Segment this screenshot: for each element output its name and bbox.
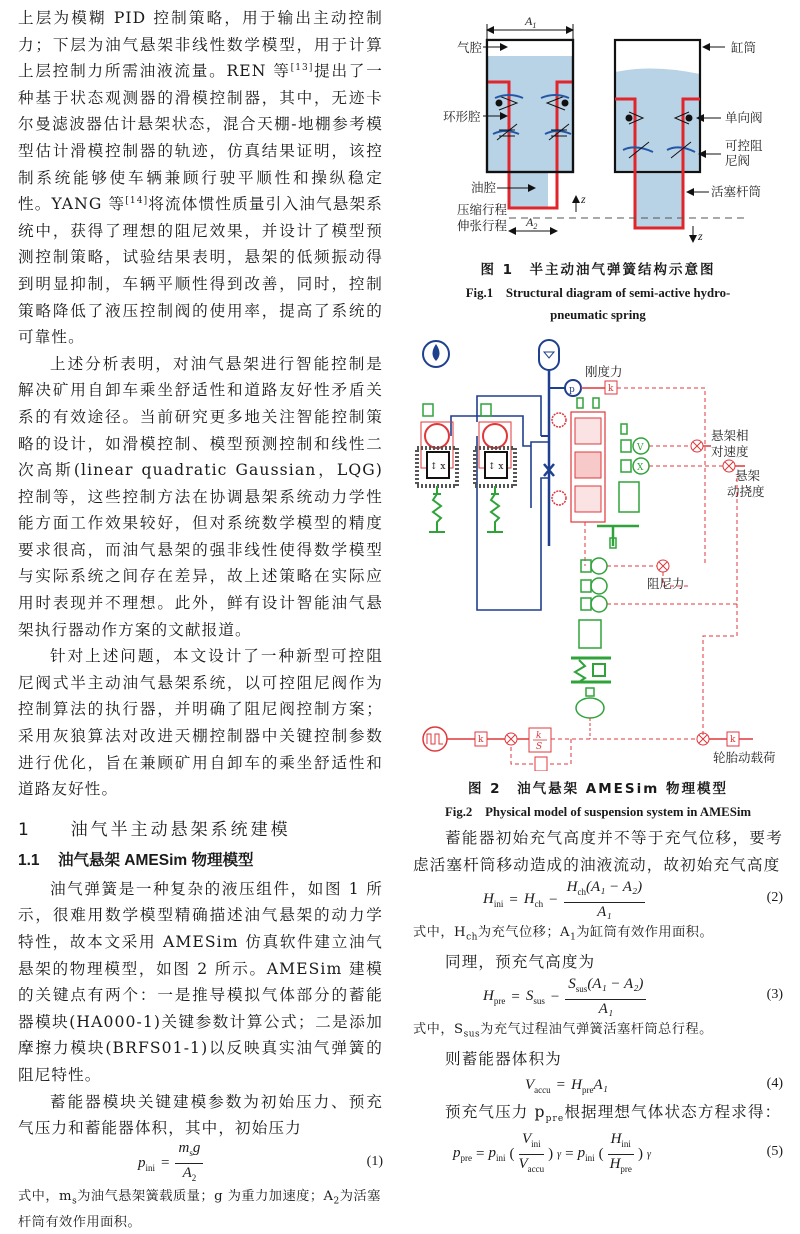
- mass-block: [579, 620, 601, 648]
- label-relative-velocity: 对速度: [711, 444, 749, 459]
- paragraph-accumulator: 蓄能器模块关键建模参数为初始压力、预充气压力和蓄能器体积，其中，初始压力: [18, 1092, 383, 1138]
- tire-model-icon: [576, 698, 604, 718]
- velocity-sensor-icon: [621, 438, 649, 454]
- citation-ref[interactable]: [14]: [125, 195, 149, 206]
- label-oil-chamber: 油腔: [471, 180, 497, 195]
- section-title: 油气半主动悬架系统建模: [70, 819, 291, 840]
- text: 将流体惯性质量引入油气悬架系统中，获得了理想的阻尼效果，并设计了模型预测控制策略，试验结果表明，悬架的低频振动得到明显抑制，车辆平顺性得到改善，同时，控制策略降低了液压控制阀的使用率，提高了系统的可靠性。: [18, 195, 384, 347]
- equation-note-2: 式中，$H_{ch}$为充气位移；$A_1$为缸筒有效作用面积。: [413, 925, 714, 943]
- svg-text:X: X: [637, 463, 644, 473]
- section-heading-1-1: [18, 848, 383, 874]
- summing-junction-icon: [723, 460, 735, 472]
- summing-junction-icon: [691, 440, 703, 452]
- right-column: [413, 0, 783, 1176]
- hydraulic-cylinder-unit-2: [475, 404, 515, 532]
- label-a2: $A_2$: [526, 215, 538, 231]
- equation-number: (3): [766, 987, 783, 1003]
- paragraph-contribution: 针对上述问题，本文设计了一种新型可控阻尼阀式半主动油气悬架系统，以可控阻尼阀作为控制算法的执行器，并明确了阻尼阀控制方案；采用灰狼算法对改进天棚控制器中关键控制参数进行优化，旨在兼顾矿用自卸车的乘坐舒适性和道路友好性。: [18, 647, 383, 799]
- equation-number: (2): [766, 890, 783, 906]
- displacement-sensor-icon: [581, 596, 607, 612]
- label-compression-stroke: 压缩行程: [457, 202, 508, 217]
- label-deflection: 悬架: [735, 468, 761, 483]
- section-heading-1: [18, 815, 383, 840]
- road-input-signal-icon: [423, 727, 447, 751]
- equation-number: (1): [366, 1153, 383, 1169]
- spring-damper-icon: [571, 658, 611, 682]
- equation-1: $p_{ini}$ = $\frac{m_sg}{A_2}$ (1): [18, 1142, 383, 1186]
- label-annular-chamber: 环形腔: [443, 109, 481, 124]
- text: 上层为模糊 PID 控制策略，用于输出主动控制力；下层为油气悬架非线性数学模型，用于计算上层控制力所需油液流量。REN 等: [18, 9, 383, 81]
- label-damping-valve: 可控阻: [725, 138, 763, 153]
- figure-1-caption-en: Fig.1 Structural diagram of semi-active hydro-: [465, 286, 731, 300]
- paragraph-precharge-height: 同理，预充气高度为: [445, 952, 596, 971]
- displacement-sensor-icon: [621, 458, 649, 474]
- paragraph-accumulator-volume: 则蓄能器体积为: [445, 1050, 562, 1069]
- paragraph-initial-height: 蓄能器初始充气高度并不等于充气位移，要考虑活塞杆筒移动造成的油液流动，故初始充气高度: [413, 829, 783, 874]
- equation-number: (5): [766, 1144, 783, 1160]
- figure-2-diagram: [413, 336, 783, 771]
- citation-ref[interactable]: [13]: [290, 63, 314, 73]
- velocity-sensor-icon: [581, 578, 607, 594]
- label-deflection: 动挠度: [727, 484, 765, 499]
- hydraulic-library-icon: [423, 341, 449, 367]
- label-gas-chamber: 气腔: [457, 40, 483, 55]
- label-check-valve: 单向阀: [725, 110, 763, 125]
- label-piston-rod: 活塞杆筒: [711, 184, 762, 199]
- orifice-valve-icon: [552, 413, 566, 427]
- gain-block: [535, 757, 547, 771]
- label-tire-dynamic-load: 轮胎动载荷: [713, 750, 776, 765]
- paragraph-related-work-1: [18, 5, 383, 351]
- svg-text:↕ x: ↕ x: [488, 462, 504, 472]
- figure-1-diagram: [413, 0, 783, 250]
- section-number: 1: [18, 819, 32, 840]
- equation-note-1: 式中，$m_s$为油气悬架簧载质量；g 为重力加速度；$A_2$为活塞杆筒有效作用面积。: [18, 1188, 381, 1231]
- equation-4: $V_{accu}$ = $H_{pre}A_1$ (4): [525, 1075, 783, 1095]
- label-z-up: z: [581, 192, 586, 206]
- eq-lhs: $p_{ini}$: [138, 1154, 156, 1173]
- figure-1-caption-cn: 图 1 半主动油气弹簧结构示意图: [480, 262, 716, 278]
- label-cylinder: 缸筒: [731, 40, 757, 55]
- svg-text:k: k: [536, 731, 542, 741]
- paragraph-precharge-pressure: 预充气压力 $p_{pre}$根据理想气体状态方程求得：: [445, 1102, 782, 1124]
- label-extension-stroke: 伸张行程: [457, 218, 508, 233]
- svg-text:k: k: [608, 384, 614, 394]
- equation-2: $H_{ini}$ = $H_{ch}$ − $\frac{H_{ch}(A_1 - A_2)}{\text{A₁}}$ (2): [483, 879, 783, 921]
- label-stiffness-force: 刚度力: [585, 364, 623, 379]
- equation-5: $p_{pre}$ = $p_{ini}$ ( $\frac{V_{ini}}{V_{accu}}$ ) γ = $p_{ini}$ ( $\frac{H_{ini}}{H_{pre}}$ ) γ (5): [453, 1130, 783, 1174]
- svg-text:↕ x: ↕ x: [430, 462, 446, 472]
- section-number: 1.1: [18, 851, 40, 869]
- label-damping-valve: 尼阀: [725, 153, 751, 168]
- figure-2-caption-en: Fig.2 Physical model of suspension system in AMESim: [444, 805, 752, 819]
- equation-note-3: 式中，$S_{sus}$为充气过程油气弹簧活塞杆筒总行程。: [413, 1022, 713, 1041]
- paragraph-amesim-model: 油气弹簧是一种复杂的液压组件，如图 1 所示，很难用数学模型精确描述油气悬架的动力学特性，故本文采用 AMESim 仿真软件建立油气悬架的物理模型，如图 2 所示。AMESim 建模的关键点有两个：一是推导模拟气体部分的蓄能器模块(HA000-1)关键参数计算公式；二是添加摩擦力模块(BRFS01-1)以反映真实油气弹簧的阻尼特性。: [18, 879, 383, 1084]
- orifice-valve-icon: [552, 491, 566, 505]
- label-damping-force: 阻尼力: [647, 576, 685, 591]
- paragraph-analysis: 上述分析表明，对油气悬架进行智能控制是解决矿用自卸车乘坐舒适性和道路友好性矛盾关系的有效途径。当前研究更多地关注智能控制策略的设计，如滑模控制、模型预测控制和线性二次高斯(linear quadratic Gaussian，LQG)控制等，这些控制方法在协调悬架系统动力学性能方面工作效果较好，但对系统数学模型的精度要求很高，而油气悬架的强非线性使得数学模型与实际系统之间存在差异，故上述策略在实际应用时表现并不理想。此外，鲜有设计智能油气悬架执行器动作方案的文献报道。: [18, 354, 383, 639]
- equation-number: (4): [766, 1075, 783, 1091]
- section-title: 油气悬架 AMESim 物理模型: [58, 851, 254, 869]
- left-column: [18, 0, 383, 1234]
- label-relative-velocity: 悬架相: [711, 428, 749, 443]
- eq-fraction: $\frac{m_sg}{A_2}$: [175, 1139, 203, 1188]
- svg-text:S: S: [536, 742, 543, 752]
- svg-text:k: k: [730, 735, 736, 745]
- label-a1: $A_1$: [525, 14, 537, 30]
- svg-text:p: p: [569, 385, 575, 395]
- summing-junction-icon: [505, 733, 517, 745]
- text: 提出了一种基于状态观测器的滑模控制器，其中，无迹卡尔曼滤波器估计悬架状态，混合天棚-地棚参考模型估计滑模控制器的轨迹，仿真结果证明，该控制系统能够使车辆兼顾行驶平顺性和操纵稳定性。YANG 等: [18, 62, 383, 214]
- figure-2-caption-cn: 图 2 油气悬架 AMESim 物理模型: [467, 781, 728, 797]
- damper-valve-block: [571, 398, 605, 522]
- svg-text:k: k: [478, 735, 484, 745]
- equation-3: $H_{pre}$ = $S_{sus}$ − $\frac{S_{sus}(A_1 - A_2)}{\text{A₁}}$ (3): [483, 976, 783, 1018]
- mass-block: [619, 482, 639, 512]
- summing-junction-icon: [657, 560, 669, 572]
- label-z-down: z: [698, 229, 703, 243]
- accumulator-icon: [539, 340, 559, 370]
- signal-line: [617, 388, 705, 564]
- svg-text:V: V: [637, 443, 644, 453]
- figure-1-caption-en: pneumatic spring: [550, 308, 646, 322]
